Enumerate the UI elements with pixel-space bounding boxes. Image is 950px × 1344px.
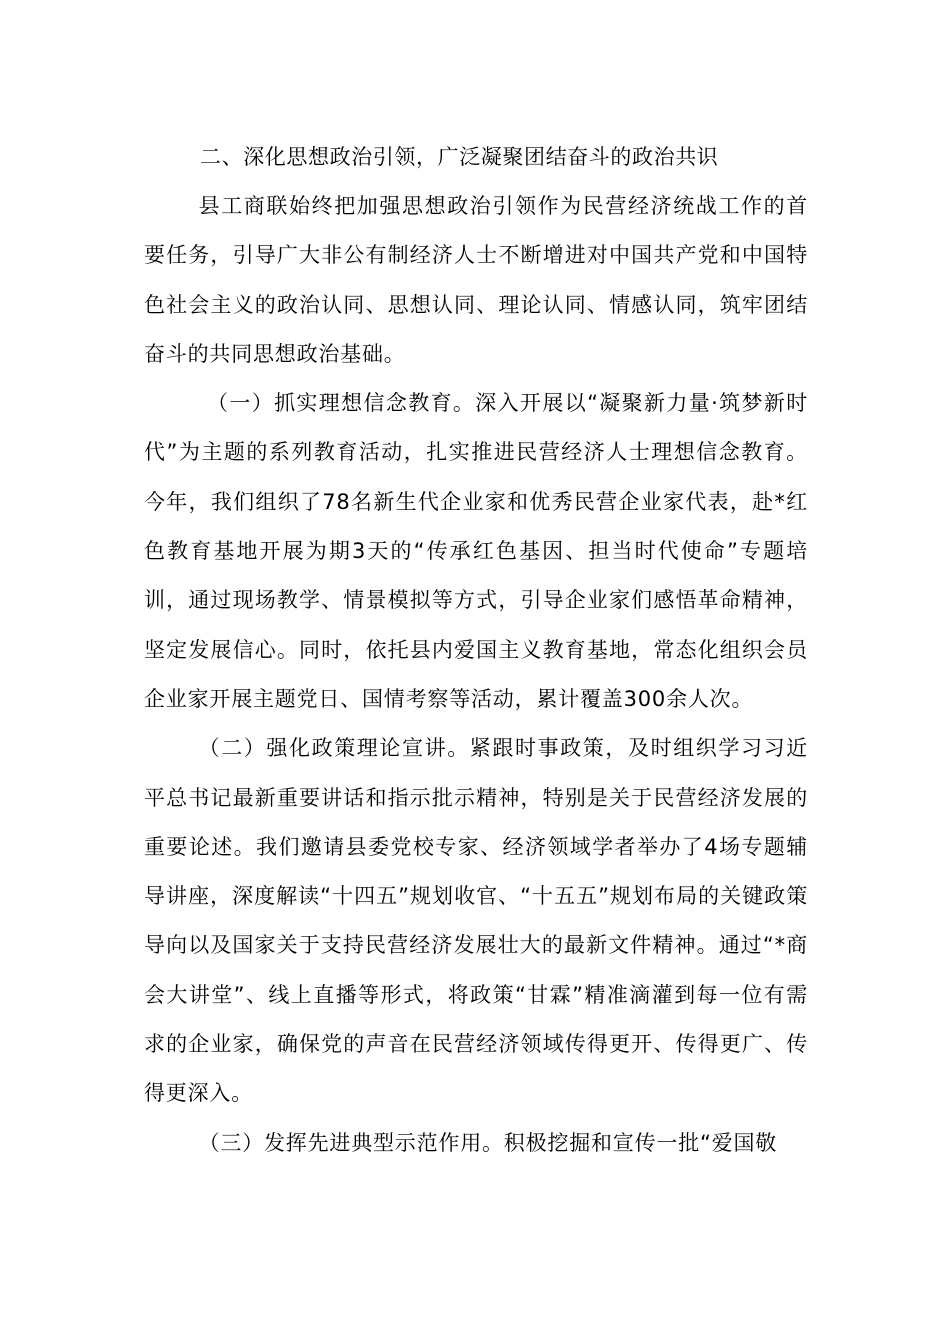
intro-paragraph: 县工商联始终把加强思想政治引领作为民营经济统战工作的首要任务，引导广大非公有制经济人士不断增进对中国共产党和中国特色社会主义的政治认同、思想认同、理论认同、情感认同，筑牢团结奋斗的共同思想政治基础。 <box>144 194 808 366</box>
paragraph-model-examples: （三）发挥先进典型示范作用。积极挖掘和宣传一批“爱国敬 <box>198 1130 778 1155</box>
paragraph-policy-lectures: （二）强化政策理论宣讲。紧跟时事政策，及时组织学习习近平总书记最新重要讲话和指示批示精神，特别是关于民营经济发展的重要论述。我们邀请县委党校专家、经济领域学者举办了4场专题辅导讲座，深度解读“十四五”规划收官、“十五五”规划布局的关键政策导向以及国家关于支持民营经济发展壮大的最新文件精神。通过“*商会大讲堂”、线上直播等形式，将政策“甘霖”精准滴灌到每一位有需求的企业家，确保党的声音在民营经济领域传得更开、传得更广、传得更深入。 <box>144 736 808 1106</box>
section-heading: 二、深化思想政治引领，广泛凝聚团结奋斗的政治共识 <box>200 145 719 169</box>
document-body <box>144 132 808 1168</box>
paragraph-ideals-education: （一）抓实理想信念教育。深入开展以“凝聚新力量·筑梦新时代”为主题的系列教育活动，扎实推进民营经济人士理想信念教育。今年，我们组织了78名新生代企业家和优秀民营企业家代表，赴*红色教育基地开展为期3天的“传承红色基因、担当时代使命”专题培训，通过现场教学、情景模拟等方式，引导企业家们感悟革命精神，坚定发展信心。同时，依托县内爱国主义教育基地，常态化组织会员企业家开展主题党日、国情考察等活动，累计覆盖300余人次。 <box>144 391 808 711</box>
